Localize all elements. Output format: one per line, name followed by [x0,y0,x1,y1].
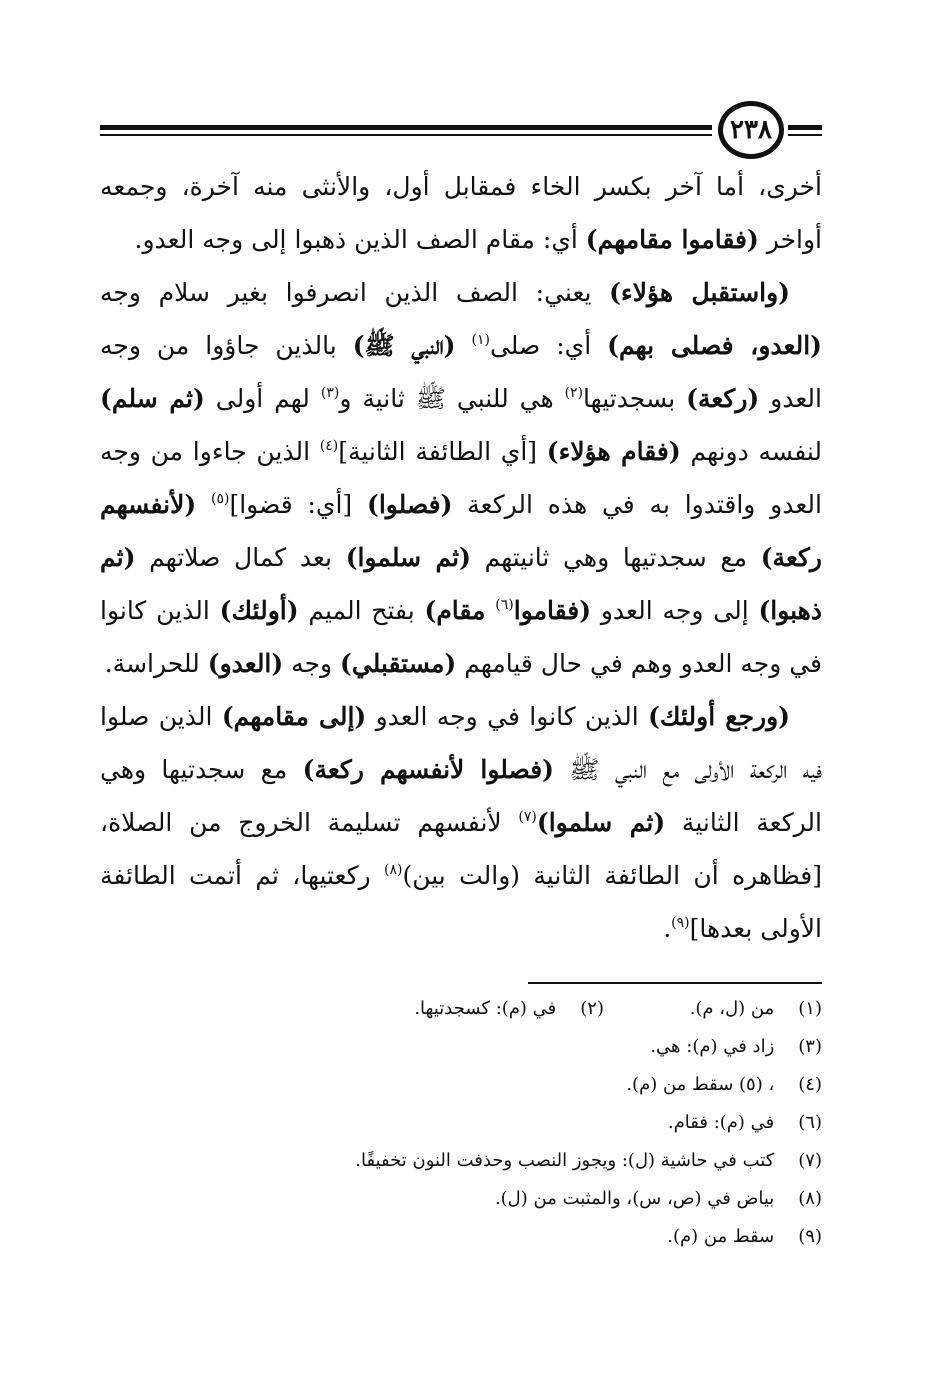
footnotes [100,990,822,1256]
bold-matn: (ورجع أولئك) [648,702,791,731]
bold-matn: (ركعة) [686,384,760,413]
text-segment: لهم أولى [204,384,321,413]
text-segment: وجه [283,649,341,678]
footnote-text: في (م): كسجدتيها. [414,998,562,1019]
text-line [100,319,822,372]
footnote-number: (٧) [798,1150,822,1171]
bold-matn: (فقاموا [513,596,592,625]
footnote-ref: (٥) [210,491,230,507]
footnote-text: سقط من (م). [667,1226,780,1247]
text-line [100,637,822,690]
text-line [100,690,822,743]
text-segment: بسجدتيها [583,384,687,413]
text-segment [456,331,472,360]
bold-matn: (فقاموا مقامهم) [585,225,759,254]
text-segment [485,596,495,625]
text-segment: أخرى، أما آخر بكسر الخاء فمقابل أول، والأنثى منه آخرة، وجمعه [100,172,822,201]
bold-matn: (العدو، فصلى بهم) [607,331,822,360]
bold-matn: (فقام هؤلاء) [546,437,681,466]
text-segment: [أي الطائفة الثانية] [338,437,547,466]
footnote-ref: (٧) [518,809,537,825]
bold-matn: (ثم سلموا) [345,543,471,572]
text-line [100,425,822,478]
text-segment: . [663,914,672,943]
text-segment: هي للنبي ﷺ ثانية و [339,384,565,413]
footnote-text: ، (٥) سقط من (م). [626,1074,780,1095]
bold-matn: (لأنفسهم [100,490,197,519]
text-segment: العدو واقتدوا به في هذه الركعة [452,490,822,519]
footnote-number: (٤) [798,1074,822,1095]
text-line [100,478,822,531]
text-segment: [أي: قضوا] [229,490,367,519]
bold-matn: (أولئك) [219,596,299,625]
bold-matn: (ثم سلموا) [536,808,666,837]
text-segment: فيه الركعة الأولى مع النبي ﷺ [553,755,822,784]
footnote-number: (٢) [580,998,604,1019]
text-segment: بعد كمال صلاتهم [135,543,346,572]
text-line [100,743,822,796]
bold-matn: (مستقبلي) [340,649,457,678]
footnote-number: (٦) [798,1112,822,1133]
footnote-number: (٩) [798,1226,822,1247]
footnote-number: (٣) [798,1036,822,1057]
footnote-number: (٨) [798,1188,822,1209]
text-line [100,160,822,213]
text-line [100,266,822,319]
bold-matn: (ثم سلم) [100,384,205,413]
text-line [100,372,822,425]
text-segment [196,490,211,519]
text-segment: في وجه العدو وهم في حال قيامهم [456,649,822,678]
text-segment: الركعة الثانية [665,808,822,837]
footnote-ref: (٦) [495,597,514,613]
footnote-text: زاد في (م): هي. [650,1036,780,1057]
bold-matn: (النبي ﷺ) [352,331,456,360]
text-segment: أي: صلى [489,331,608,360]
text-segment: العدو [759,384,822,413]
text-segment: بفتح الميم [298,596,425,625]
footnote-text: بياض في (ص، س)، والمثبت من (ل). [494,1188,780,1209]
text-segment: إلى وجه العدو [591,596,759,625]
footnote [100,1066,822,1104]
header-rule-thick-right [788,125,822,130]
footnote-text: من (ل، م). [689,998,780,1019]
text-segment: الذين صلوا [100,702,222,731]
text-line [100,849,822,902]
main-text [100,160,822,955]
text-segment: [فظاهره أن الطائفة الثانية (والت بين) [402,861,822,890]
bold-matn: (واستقبل هؤلاء) [609,278,790,307]
text-segment: أي: مقام الصف الذين ذهبوا إلى وجه العدو. [134,225,586,254]
footnote-ref: (١) [471,332,490,348]
text-line [100,584,822,637]
text-line [100,902,822,955]
text-segment: الذين جاءوا من وجه [100,437,320,466]
text-segment: مع سجدتيها وهي [100,755,303,784]
page-number-badge [718,101,784,159]
footnote [100,990,822,1028]
text-line [100,213,822,266]
footnote-number: (١) [798,998,822,1019]
text-segment: بالذين جاؤوا من وجه [100,331,353,360]
text-segment: الذين كانوا في وجه العدو [366,702,649,731]
header-rule-thin [100,134,712,136]
bold-matn: (إلى مقامهم) [221,702,367,731]
bold-matn: ركعة) [760,543,822,572]
text-segment: أواخر [758,225,822,254]
footnote-text: كتب في حاشية (ل): ويجوز النصب وحذفت النون تخفيفًا. [355,1150,780,1171]
footnote-ref: (٣) [320,385,340,401]
footnote [100,1180,822,1218]
header-rule-thick [100,125,712,130]
footnote [100,1218,822,1256]
text-line [100,796,822,849]
footnote-text: في (م): فقام. [667,1112,780,1133]
page-number: ٢٣٨ [730,115,772,145]
footnote-ref: (٨) [383,862,403,878]
text-segment: يعني: الصف الذين انصرفوا بغير سلام وجه [100,278,610,307]
bold-matn: (فصلوا لأنفسهم ركعة) [302,755,554,784]
bold-matn: (العدو) [207,649,284,678]
text-segment: مع سجدتيها وهي ثانيتهم [470,543,761,572]
footnote [100,1142,822,1180]
text-segment: ركعتيها، ثم أتمت الطائفة [100,861,384,890]
text-segment: الأولى بعدها] [689,914,822,943]
footnote-ref: (٢) [564,385,584,401]
text-segment: لنفسه دونهم [680,437,822,466]
bold-matn: (ثم [100,543,136,572]
bold-matn: (فصلوا) [366,490,453,519]
bold-matn: مقام) [424,596,486,625]
text-segment: لأنفسهم تسليمة الخروج من الصلاة، [100,808,519,837]
text-segment: للحراسة. [104,649,208,678]
footnote-ref: (٩) [671,915,690,931]
footnote-ref: (٤) [319,438,339,454]
text-line [100,531,822,584]
footnote-second [414,990,604,1028]
footnote [100,1028,822,1066]
bold-matn: ذهبوا) [758,596,822,625]
text-segment: الذين كانوا [100,596,220,625]
footnote-separator [528,982,822,984]
footnote [100,1104,822,1142]
header-rule-thin-right [788,134,822,136]
